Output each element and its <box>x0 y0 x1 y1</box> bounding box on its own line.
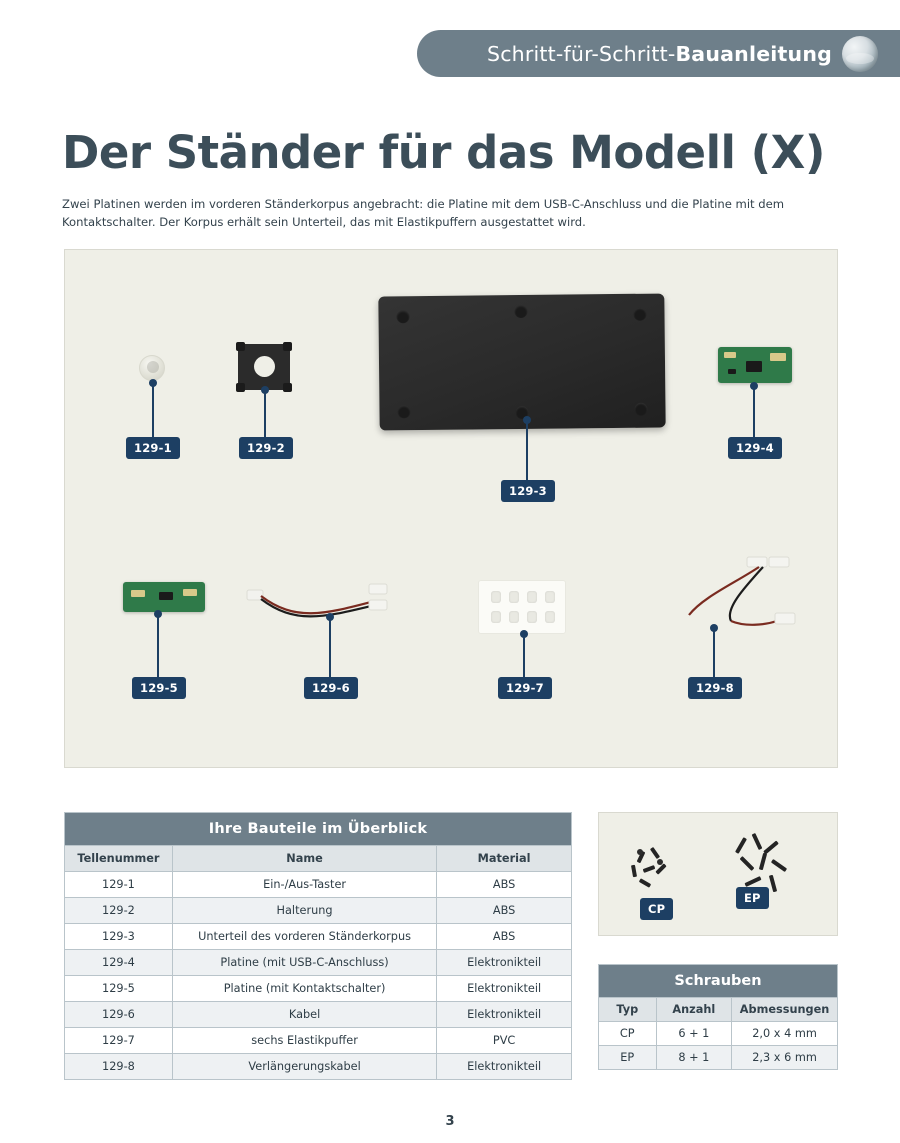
table-row <box>65 976 572 1002</box>
page-number: 3 <box>445 1114 455 1129</box>
cell-screw-abmessungen: 2,3 x 6 mm <box>732 1046 838 1070</box>
part-label-129-4: 129-4 <box>728 437 782 459</box>
table-row <box>65 872 572 898</box>
page-title-part1: Der <box>62 126 166 180</box>
screw-ep <box>759 853 767 870</box>
screw-cp <box>631 865 637 878</box>
screw-ep <box>752 833 763 850</box>
screw-cp-head <box>637 849 643 855</box>
part-image-129-1 <box>139 355 165 381</box>
cell-part-material: ABS <box>437 898 572 924</box>
cell-part-number: 129-4 <box>65 950 173 976</box>
header-banner-text <box>487 42 832 66</box>
leader-line-129-3 <box>526 420 528 482</box>
cell-screw-anzahl: 8 + 1 <box>656 1046 732 1070</box>
part-image-129-7 <box>478 580 566 634</box>
leader-line-129-5 <box>157 614 159 678</box>
screws-table-title: Schrauben <box>599 965 838 998</box>
leader-line-129-1 <box>152 383 154 439</box>
screw-cp <box>639 878 651 887</box>
screw-cp <box>643 865 656 873</box>
part-label-129-2: 129-2 <box>239 437 293 459</box>
table-row <box>65 1002 572 1028</box>
cell-part-material: ABS <box>437 872 572 898</box>
parts-table-header-name: Name <box>172 846 436 872</box>
cell-part-name: Kabel <box>172 1002 436 1028</box>
cell-screw-abmessungen: 2,0 x 4 mm <box>732 1022 838 1046</box>
cell-part-name: Platine (mit Kontaktschalter) <box>172 976 436 1002</box>
screw-cp <box>655 863 666 874</box>
header-banner-prefix: Schritt-für-Schritt- <box>487 41 676 66</box>
cell-part-number: 129-3 <box>65 924 173 950</box>
parts-table-header-material: Material <box>437 846 572 872</box>
screws-photo-panel <box>598 812 838 936</box>
cell-part-material: PVC <box>437 1028 572 1054</box>
leader-line-129-2 <box>264 390 266 439</box>
screw-ep <box>769 875 777 892</box>
parts-photo-panel <box>64 249 838 768</box>
cell-part-name: Verlängerungskabel <box>172 1054 436 1080</box>
cell-part-name: Halterung <box>172 898 436 924</box>
sphere-icon <box>842 36 878 72</box>
screw-ep <box>740 856 755 871</box>
part-image-129-3 <box>378 294 665 431</box>
cell-part-number: 129-1 <box>65 872 173 898</box>
part-image-129-4 <box>718 347 792 383</box>
cell-screw-typ: EP <box>599 1046 657 1070</box>
cell-part-material: Elektronikteil <box>437 1002 572 1028</box>
page-title-part3: für das Modell (X) <box>363 126 825 180</box>
table-row <box>65 1028 572 1054</box>
screw-ep <box>744 876 761 887</box>
part-image-129-5 <box>123 582 205 612</box>
cell-part-number: 129-5 <box>65 976 173 1002</box>
table-row <box>599 1046 838 1070</box>
screw-ep <box>771 859 787 872</box>
leader-line-129-8 <box>713 628 715 678</box>
part-label-129-3: 129-3 <box>501 480 555 502</box>
header-banner-bold: Bauanleitung <box>675 41 832 66</box>
cell-part-material: ABS <box>437 924 572 950</box>
table-row <box>599 1022 838 1046</box>
table-row <box>65 898 572 924</box>
parts-table-header-row <box>65 846 572 872</box>
parts-table-title: Ihre Bauteile im Überblick <box>65 813 572 846</box>
cell-screw-typ: CP <box>599 1022 657 1046</box>
leader-line-129-6 <box>329 617 331 678</box>
screws-table-title-row <box>599 965 838 998</box>
parts-table-header-nr: Tellenummer <box>65 846 173 872</box>
cell-part-number: 129-2 <box>65 898 173 924</box>
table-row <box>65 1054 572 1080</box>
cell-part-number: 129-6 <box>65 1002 173 1028</box>
cell-part-name: Ein-/Aus-Taster <box>172 872 436 898</box>
table-row <box>65 924 572 950</box>
screw-ep <box>735 837 747 854</box>
screws-label-ep: EP <box>736 887 769 909</box>
page-title <box>62 128 862 178</box>
cell-part-name: Unterteil des vorderen Ständerkorpus <box>172 924 436 950</box>
cell-part-name: sechs Elastikpuffer <box>172 1028 436 1054</box>
screw-cp-head <box>657 859 663 865</box>
cell-part-material: Elektronikteil <box>437 950 572 976</box>
screws-table <box>598 964 838 1070</box>
part-label-129-7: 129-7 <box>498 677 552 699</box>
part-image-129-2 <box>238 344 290 390</box>
screw-cp <box>650 847 660 859</box>
parts-table-title-row <box>65 813 572 846</box>
cell-part-number: 129-8 <box>65 1054 173 1080</box>
cell-part-material: Elektronikteil <box>437 976 572 1002</box>
page-title-part2: Ständer <box>165 126 364 180</box>
screws-table-header-anzahl: Anzahl <box>656 998 732 1022</box>
part-image-129-8 <box>673 555 803 645</box>
table-row <box>65 950 572 976</box>
screws-label-cp: CP <box>640 898 673 920</box>
intro-paragraph: Zwei Platinen werden im vorderen Ständerkorpus angebracht: die Platine mit dem USB-C-Anschluss und die Platine mit dem Kontaktschalter. Der Korpus erhält sein Unterteil, das mit Elastikpuffern ausgestattet wird. <box>62 196 785 230</box>
cell-part-name: Platine (mit USB-C-Anschluss) <box>172 950 436 976</box>
leader-line-129-7 <box>523 634 525 678</box>
cell-screw-anzahl: 6 + 1 <box>656 1022 732 1046</box>
part-label-129-8: 129-8 <box>688 677 742 699</box>
part-label-129-1: 129-1 <box>126 437 180 459</box>
cell-part-number: 129-7 <box>65 1028 173 1054</box>
leader-line-129-4 <box>753 386 755 439</box>
screws-table-header-typ: Typ <box>599 998 657 1022</box>
parts-table <box>64 812 572 1080</box>
header-banner <box>417 30 900 77</box>
part-label-129-5: 129-5 <box>132 677 186 699</box>
screws-table-header-abmessungen: Abmessungen <box>732 998 838 1022</box>
cell-part-material: Elektronikteil <box>437 1054 572 1080</box>
part-label-129-6: 129-6 <box>304 677 358 699</box>
screws-table-header-row <box>599 998 838 1022</box>
part-image-129-6 <box>245 572 395 632</box>
